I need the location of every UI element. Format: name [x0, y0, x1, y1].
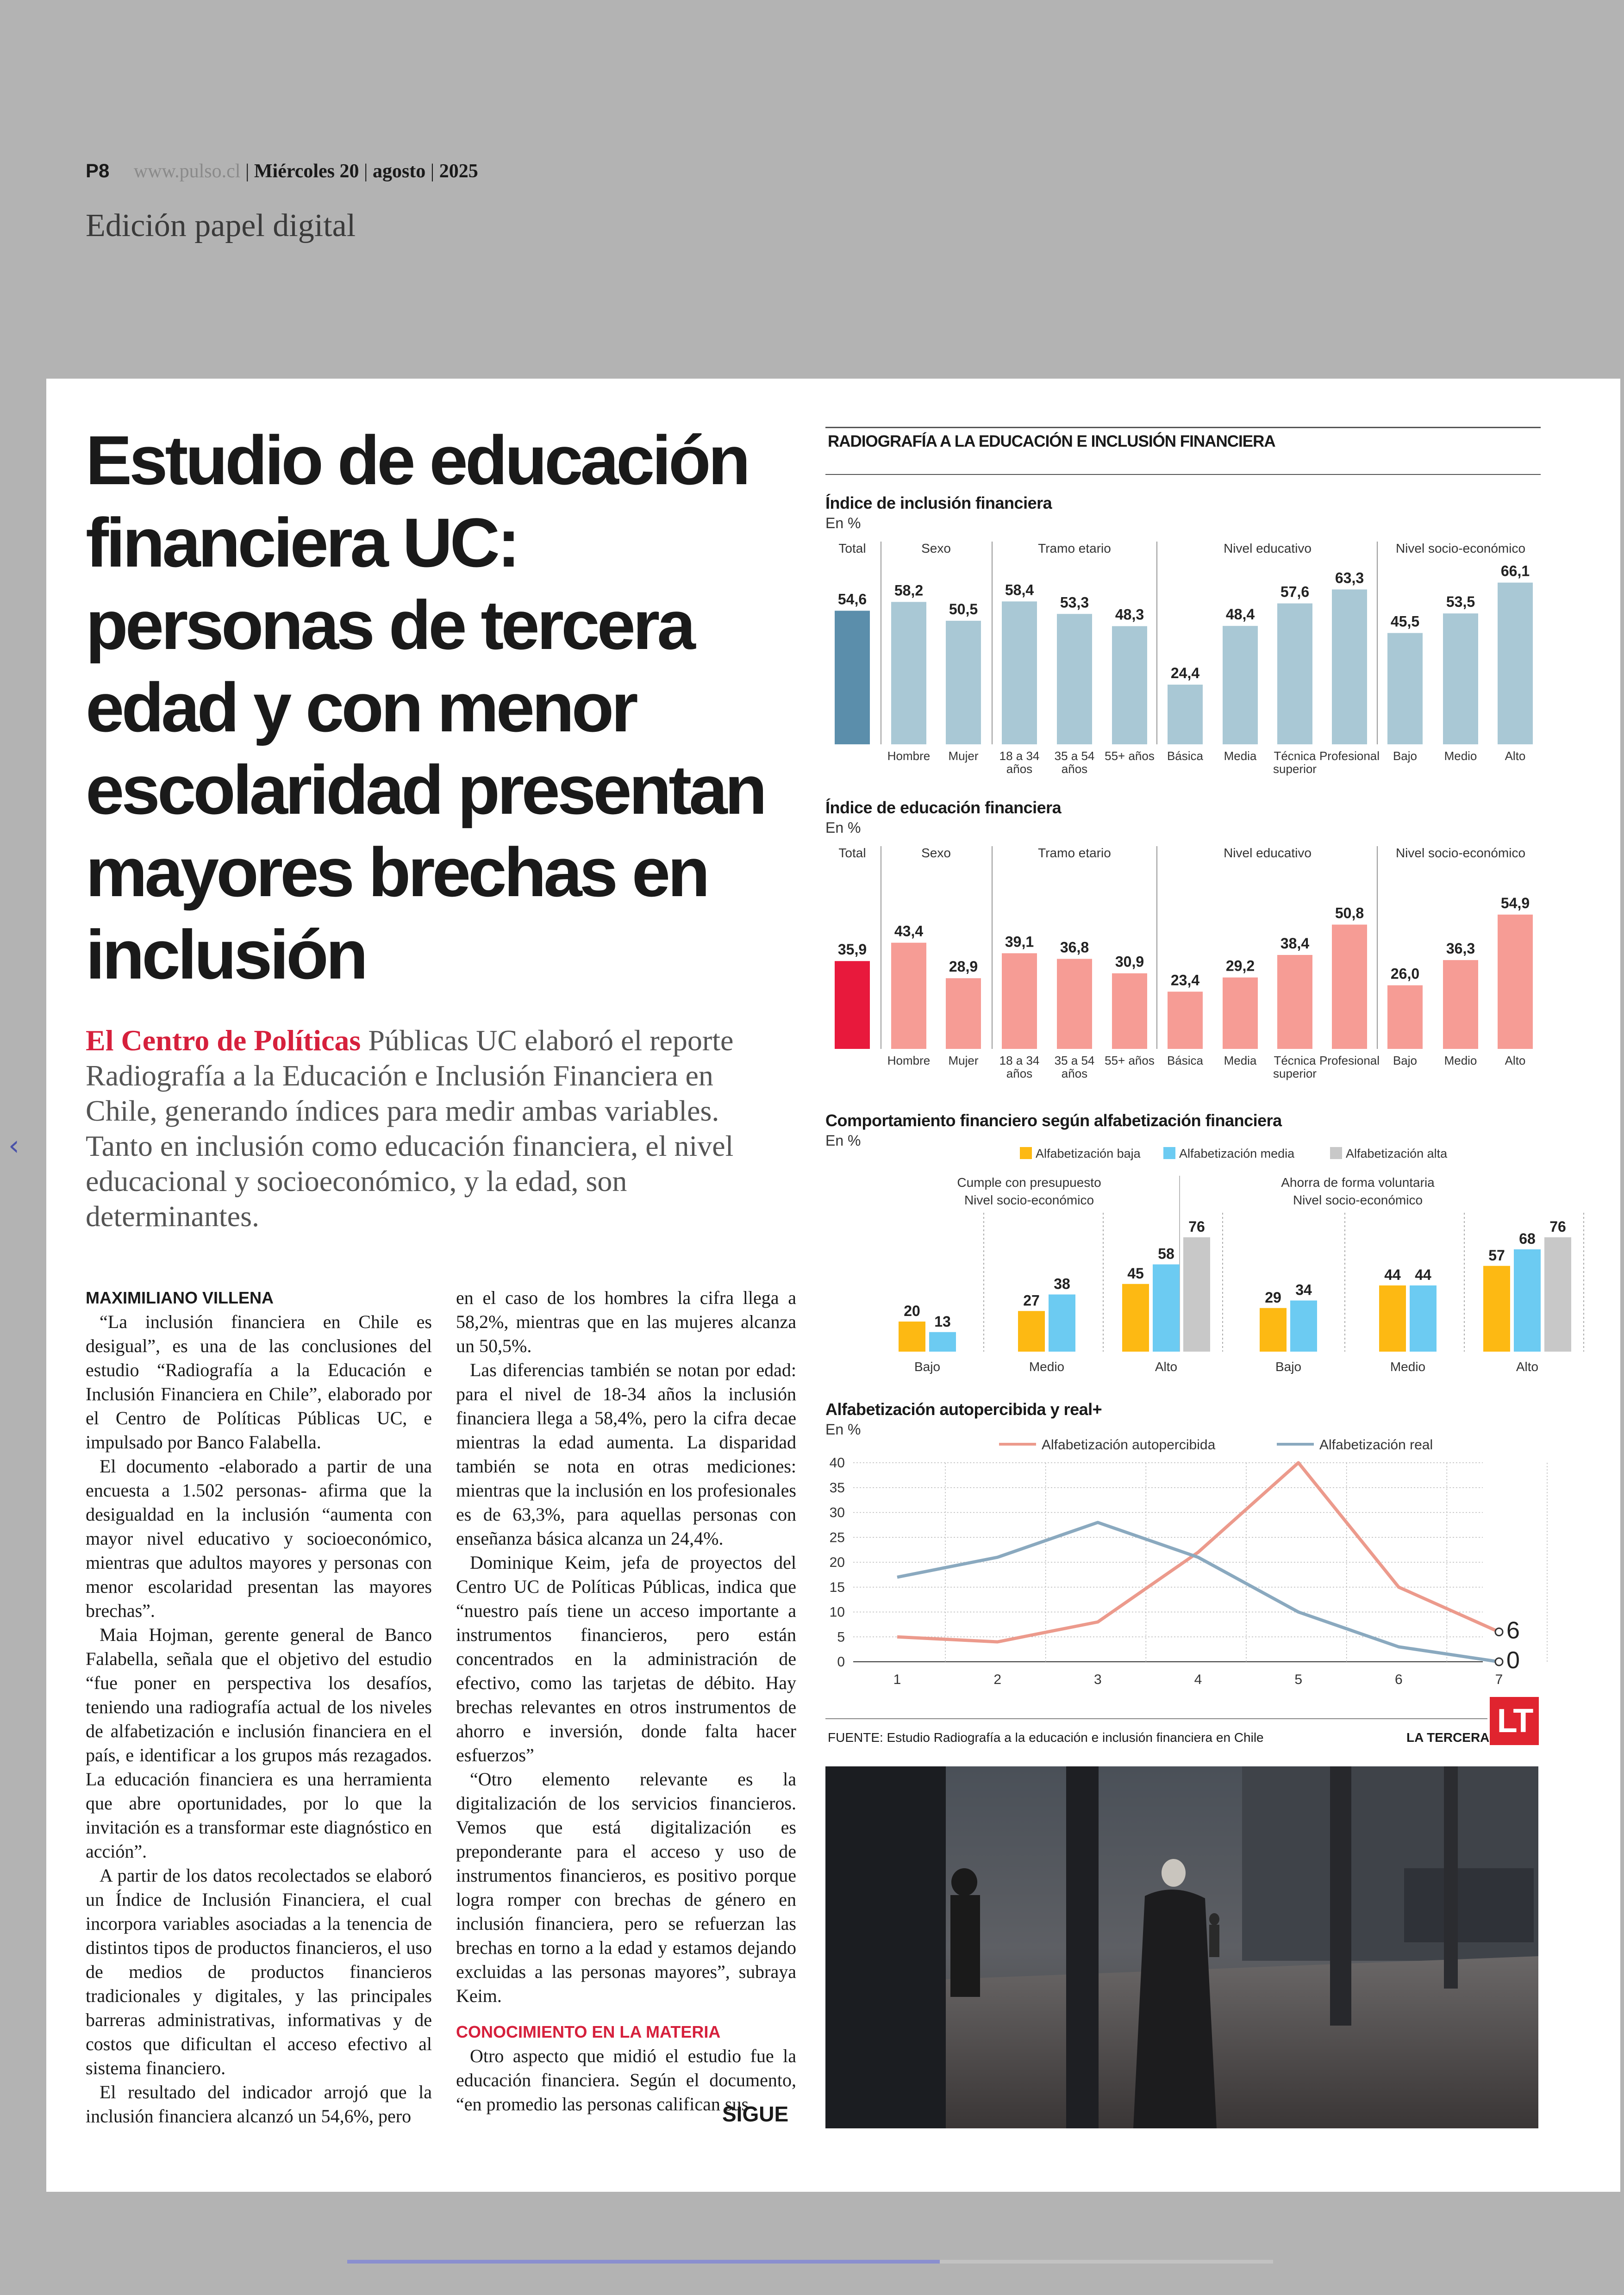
bar-value-label: 54,9	[1500, 894, 1530, 911]
panel-title: Ahorra de forma voluntaria	[1281, 1175, 1435, 1190]
legend-label: Alfabetización autopercibida	[1042, 1437, 1216, 1453]
category-label: Hombre	[887, 749, 931, 763]
bar-value-label: 36,8	[1060, 939, 1089, 956]
y-tick-label: 20	[829, 1555, 845, 1570]
bar	[1514, 1249, 1541, 1352]
category-label: 55+ años	[1105, 1054, 1155, 1067]
bar-value-label: 28,9	[949, 958, 978, 975]
group-label: Tramo etario	[1038, 846, 1111, 860]
bar	[1002, 601, 1037, 744]
paragraph: Maia Hojman, gerente general de Banco Falabella, señala que el objetivo del estudio “fue poner en perspectiva los desafíos, teniendo una radiografía actual de los niveles de alfabetización e inclusión financiera en el país, e identificar a los grupos más rezagados. La educación financiera es una herramienta que abre oportunidades, por lo que la invitación es a transformar este diagnóstico en acción”.	[86, 1624, 432, 1862]
paragraph: “La inclusión financiera en Chile es desigual”, es una de las conclusiones del estudio “Radiografía a la Educación e Inclusión Financiera en Chile”, elaborado por el Centro de Políticas Públicas UC, e impulsado por Banco Falabella.	[86, 1311, 432, 1453]
category-label: Mujer	[948, 749, 979, 763]
category-label: Media	[1224, 1054, 1257, 1067]
date-month: agosto	[372, 161, 426, 182]
site-url[interactable]: www.pulso.cl	[133, 161, 241, 182]
group-label: Total	[838, 846, 866, 860]
category-label-line2: años	[1006, 1066, 1033, 1080]
bar-value-label: 35,9	[837, 941, 867, 958]
panel-subtitle: Nivel socio-económico	[964, 1193, 1094, 1207]
bar	[1498, 583, 1533, 744]
bar-value-label: 27	[1023, 1292, 1040, 1309]
category-label: Profesional	[1319, 749, 1380, 763]
group-label: Alto	[1155, 1360, 1178, 1374]
bar-value-label: 29,2	[1225, 957, 1255, 974]
bar	[1379, 1285, 1406, 1352]
end-marker	[1495, 1628, 1503, 1636]
legend-swatch	[1020, 1147, 1032, 1159]
bar-value-label: 38,4	[1280, 935, 1310, 952]
page-number: P8	[86, 160, 110, 181]
bar-value-label: 30,9	[1115, 953, 1144, 970]
bar-value-label: 44	[1415, 1266, 1431, 1283]
subheading: CONOCIMIENTO EN LA MATERIA	[456, 2022, 721, 2041]
category-label: 35 a 54	[1054, 1054, 1095, 1067]
group-label: Tramo etario	[1038, 541, 1111, 555]
category-label: Básica	[1167, 1054, 1204, 1067]
category-label-line2: superior	[1273, 1066, 1317, 1080]
category-label: Bajo	[1393, 1054, 1418, 1067]
source-note: FUENTE: Estudio Radiografía a la educación e inclusión financiera en Chile	[828, 1730, 1264, 1745]
x-tick-label: 6	[1394, 1672, 1403, 1687]
article-photo	[825, 1766, 1538, 2128]
bar-value-label: 76	[1188, 1218, 1205, 1235]
bar-value-label: 68	[1519, 1230, 1536, 1247]
paragraph: El documento -elaborado a partir de una encuesta a 1.502 personas- afirma que la desigualdad en la inclusión “aumenta con mayor nivel educativo y socioeconómico, mientras que adultos mayores y personas con menor escolaridad presentan las mayores brechas”.	[86, 1456, 432, 1621]
bar	[1002, 953, 1037, 1049]
group-label: Alto	[1516, 1360, 1539, 1374]
bar-value-label: 54,6	[837, 591, 867, 608]
x-tick-label: 7	[1495, 1672, 1503, 1687]
bar	[1277, 604, 1312, 744]
bar	[1112, 973, 1147, 1049]
group-label: Nivel socio-económico	[1395, 846, 1526, 860]
y-tick-label: 15	[829, 1579, 845, 1595]
paragraph: Dominique Keim, jefa de proyectos del Centro UC de Políticas Públicas, indica que “nuestro país tiene un acceso importante a instrumentos financieros, pero están concentrados en la administración de efectivo, como las tarjetas de débito. Hay brechas relevantes en otros instrumentos de ahorro e inversión, donde falta hacer esfuerzos”	[456, 1552, 796, 1765]
category-label: Bajo	[1393, 749, 1418, 763]
series-line	[897, 1463, 1499, 1642]
category-label-line2: años	[1006, 762, 1033, 776]
bar	[1387, 985, 1423, 1049]
graphic-title-rule	[825, 474, 1541, 475]
page-header: P8 www.pulso.cl | Miércoles 20 | agosto | 2025	[86, 160, 478, 182]
group-label: Sexo	[921, 846, 951, 860]
group-label: Sexo	[921, 541, 951, 555]
paragraph: El resultado del indicador arrojó que la inclusión financiera alcanzó un 54,6%, pero	[86, 2082, 432, 2127]
bar	[835, 611, 870, 744]
x-tick-label: 5	[1294, 1672, 1303, 1687]
bar-value-label: 39,1	[1005, 933, 1034, 950]
byline: MAXIMILIANO VILLENA	[86, 1288, 274, 1307]
lead-highlight: El Centro de Políticas	[86, 1024, 361, 1057]
group-label: Bajo	[914, 1360, 941, 1374]
paragraph: Las diferencias también se notan por edad: para el nivel de 18-34 años la inclusión financiera llega a 58,4%, pero la cifra decae mientras la edad aumenta. La disparidad también se nota en otras mediciones: mientras que la inclusión en los profesionales es de 63,3%, para aquellas personas con enseñanza básica alcanza un 24,4%.	[456, 1360, 796, 1549]
bar-value-label: 29	[1265, 1289, 1281, 1306]
bar	[899, 1322, 925, 1352]
article-headline: Estudio de educación financiera UC: personas de tercera edad y con menor escolaridad presentan mayores brechas en inclusión	[86, 421, 765, 993]
chart3-title: Comportamiento financiero según alfabetización financiera	[825, 1111, 1282, 1130]
legend-label: Alfabetización baja	[1036, 1147, 1141, 1160]
reading-progress-fill	[347, 2260, 940, 2264]
group-label: Nivel educativo	[1224, 541, 1312, 555]
la-tercera-logo: LT	[1490, 1697, 1539, 1745]
prev-page-arrow-icon[interactable]: ‹	[8, 1129, 19, 1162]
category-label: Medio	[1444, 749, 1477, 763]
bar-value-label: 38	[1054, 1275, 1070, 1292]
bar-value-label: 48,3	[1115, 606, 1144, 623]
continued-label: SIGUE	[722, 2102, 789, 2126]
category-label: Hombre	[887, 1054, 931, 1067]
category-label: Alto	[1505, 749, 1526, 763]
bar-value-label: 53,5	[1446, 593, 1475, 611]
panel-title: Cumple con presupuesto	[957, 1175, 1101, 1190]
bar	[1057, 614, 1092, 744]
bar	[946, 621, 981, 744]
literacy-line-chart	[825, 1430, 1541, 1690]
bar-value-label: 76	[1549, 1218, 1566, 1235]
bar	[1260, 1308, 1287, 1352]
group-label: Nivel educativo	[1224, 846, 1312, 860]
bar	[891, 602, 926, 744]
inclusion-index-chart	[825, 537, 1541, 787]
chart1-title: Índice de inclusión financiera	[825, 493, 1052, 512]
bar-value-label: 23,4	[1170, 972, 1200, 989]
bar-value-label: 50,5	[949, 601, 978, 618]
category-label: 18 a 34	[999, 1054, 1040, 1067]
y-tick-label: 10	[829, 1604, 845, 1620]
y-tick-label: 5	[837, 1629, 845, 1645]
article-lead	[86, 1023, 789, 1234]
y-tick-label: 40	[829, 1455, 845, 1471]
bar	[1049, 1295, 1075, 1352]
group-label: Total	[838, 541, 866, 555]
bar	[1544, 1237, 1571, 1352]
date-year: 2025	[439, 161, 478, 182]
bar	[1443, 613, 1478, 744]
bar-value-label: 58,2	[894, 582, 924, 599]
bar	[1223, 626, 1258, 744]
bar-value-label: 20	[904, 1303, 920, 1319]
bar	[1018, 1311, 1045, 1352]
category-label: Técnica	[1274, 749, 1316, 763]
bar-value-label: 63,3	[1335, 569, 1364, 586]
behavior-chart	[825, 1134, 1566, 1384]
bar-value-label: 45,5	[1390, 613, 1420, 630]
bar	[946, 978, 981, 1049]
chart3-unit: En %	[825, 1132, 861, 1149]
bar-value-label: 50,8	[1335, 904, 1364, 922]
category-label: Mujer	[948, 1054, 979, 1067]
bar-value-label: 58,4	[1005, 581, 1034, 599]
bar-value-label: 34	[1295, 1281, 1312, 1298]
end-value-label: 6	[1506, 1617, 1520, 1644]
chart1-unit: En %	[825, 515, 861, 531]
y-tick-label: 30	[829, 1505, 845, 1521]
bar	[1387, 633, 1423, 745]
bar-value-label: 58	[1158, 1245, 1174, 1262]
bar-value-label: 45	[1127, 1265, 1144, 1282]
bar	[891, 943, 926, 1049]
bar	[1290, 1301, 1317, 1352]
group-label: Bajo	[1275, 1360, 1302, 1374]
bar-value-label: 36,3	[1446, 940, 1475, 957]
category-label: Alto	[1505, 1054, 1526, 1067]
legend-swatch	[1330, 1147, 1342, 1159]
x-tick-label: 2	[993, 1672, 1002, 1687]
category-label-line2: años	[1061, 762, 1088, 776]
bar	[1168, 685, 1203, 744]
y-tick-label: 25	[829, 1530, 845, 1546]
chart2-title: Índice de educación financiera	[825, 798, 1062, 817]
graphic-title: RADIOGRAFÍA A LA EDUCACIÓN E INCLUSIÓN FINANCIERA	[828, 432, 1275, 450]
paragraph: A partir de los datos recolectados se elaboró un Índice de Inclusión Financiera, el cual incorpora variables asociadas a la tenencia de distintos tipos de productos financieros, el uso de medios de productos financieros tradicionales y digitales, y las principales barreras administrativas, informativas y de costos que dificultan el acceso efectivo al sistema financiero.	[86, 1865, 432, 2078]
article-column-1	[86, 1286, 432, 2128]
bar-value-label: 26,0	[1390, 965, 1420, 982]
category-label-line2: superior	[1273, 762, 1317, 776]
street-scene-illustration	[825, 1766, 1538, 2128]
bar-value-label: 13	[934, 1313, 951, 1330]
bar-value-label: 57	[1488, 1247, 1505, 1264]
x-tick-label: 3	[1093, 1672, 1102, 1687]
category-label-line2: años	[1061, 1066, 1088, 1080]
category-label: Profesional	[1319, 1054, 1380, 1067]
y-tick-label: 35	[829, 1480, 845, 1496]
bar-value-label: 48,4	[1225, 606, 1255, 623]
legend-label: Alfabetización alta	[1346, 1147, 1448, 1160]
bar-value-label: 66,1	[1500, 562, 1530, 580]
category-label: 55+ años	[1105, 749, 1155, 763]
panel-subtitle: Nivel socio-económico	[1293, 1193, 1423, 1207]
category-label: Medio	[1444, 1054, 1477, 1067]
y-tick-label: 0	[837, 1654, 845, 1670]
article-column-2	[456, 1286, 796, 2116]
end-value-label: 0	[1506, 1647, 1520, 1674]
category-label: Básica	[1167, 749, 1204, 763]
bar	[1057, 959, 1092, 1049]
x-tick-label: 4	[1194, 1672, 1202, 1687]
brand-label: LA TERCERA	[1406, 1730, 1490, 1745]
bar	[1112, 626, 1147, 744]
legend-label: Alfabetización real	[1319, 1437, 1433, 1453]
bar-value-label: 53,3	[1060, 594, 1089, 611]
legend-swatch	[1163, 1147, 1175, 1159]
graphic-top-rule	[825, 427, 1541, 428]
category-label: 18 a 34	[999, 749, 1040, 763]
lead-text: Públicas UC elaboró el reporte Radiografía a la Educación e Inclusión Financiera en Chile, generando índices para medir ambas variables. Tanto en inclusión como educación financiera, el nivel educacional y socioeconómico, y la edad, son determinantes.	[86, 1024, 734, 1233]
legend-label: Alfabetización media	[1179, 1147, 1295, 1160]
x-tick-label: 1	[893, 1672, 901, 1687]
bar	[1332, 589, 1367, 744]
bar	[835, 961, 870, 1049]
education-index-chart	[825, 842, 1541, 1091]
bar	[1168, 992, 1203, 1049]
source-rule	[825, 1718, 1487, 1719]
category-label: Media	[1224, 749, 1257, 763]
category-label: Técnica	[1274, 1054, 1316, 1067]
edition-label: Edición papel digital	[86, 208, 356, 243]
bar	[1277, 955, 1312, 1049]
bar	[1498, 915, 1533, 1049]
bar	[1483, 1266, 1510, 1352]
chart4-title: Alfabetización autopercibida y real+	[825, 1400, 1102, 1419]
chart2-unit: En %	[825, 819, 861, 836]
group-label: Medio	[1390, 1360, 1426, 1374]
bar	[929, 1332, 956, 1352]
bar	[1332, 924, 1367, 1049]
end-marker	[1495, 1658, 1503, 1665]
chart4-unit: En %	[825, 1421, 861, 1438]
date-day: Miércoles 20	[254, 161, 359, 182]
paragraph: Otro aspecto que midió el estudio fue la educación financiera. Según el documento, “en promedio las personas califican sus	[456, 2046, 796, 2114]
category-label: 35 a 54	[1054, 749, 1095, 763]
bar	[1153, 1265, 1180, 1352]
bar-value-label: 43,4	[894, 923, 924, 940]
group-label: Medio	[1029, 1360, 1065, 1374]
bar-value-label: 57,6	[1280, 583, 1310, 600]
group-label: Nivel socio-económico	[1395, 541, 1526, 555]
bar-value-label: 44	[1384, 1266, 1401, 1283]
bar	[1410, 1285, 1437, 1352]
paragraph: en el caso de los hombres la cifra llega a 58,2%, mientras que en las mujeres alcanza un 50,5%.	[456, 1287, 796, 1356]
bar	[1223, 978, 1258, 1049]
bar	[1183, 1237, 1210, 1352]
bar-value-label: 24,4	[1170, 665, 1200, 682]
bar	[1443, 960, 1478, 1049]
bar	[1122, 1284, 1149, 1352]
paragraph: “Otro elemento relevante es la digitalización de los servicios financieros. Vemos que está digitalización es preponderante para el acceso y uso de instrumentos financieros, es positivo porque logra romper con brechas de género en inclusión financiera, pero se refuerzan las brechas en torno a la edad y estamos dejando excluidas a las personas mayores”, subraya Keim.	[456, 1769, 796, 2006]
